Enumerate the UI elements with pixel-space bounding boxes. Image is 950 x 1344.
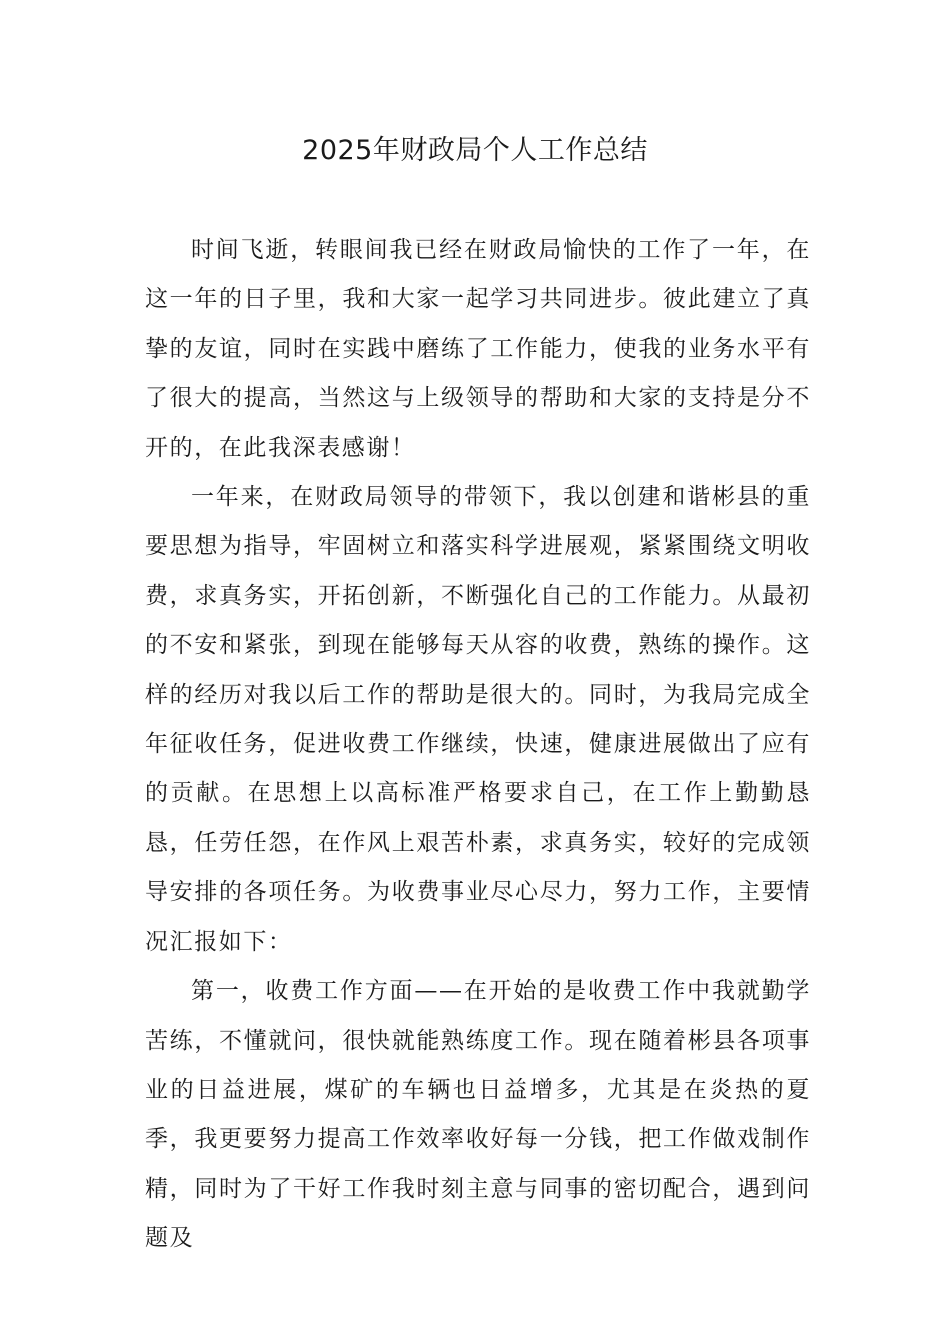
paragraph-fee-collection: 第一，收费工作方面——在开始的是收费工作中我就勤学苦练，不懂就问，很快就能熟练度工作。现在随着彬县各项事业的日益进展，煤矿的车辆也日益增多，尤其是在炎热的夏季，我更要努力提高工作效率收好每一分钱，把工作做戏制作精，同时为了干好工作我时刻主意与同事的密切配合，遇到问题及 [145,978,811,1252]
paragraph-intro: 时间飞逝，转眼间我已经在财政局愉快的工作了一年，在这一年的日子里，我和大家一起学习共同进步。彼此建立了真挚的友谊，同时在实践中磨练了工作能力，使我的业务水平有了很大的提高，当然这与上级领导的帮助和大家的支持是分不开的，在此我深表感谢！ [145,237,811,461]
paragraph-overview: 一年来，在财政局领导的带领下，我以创建和谐彬县的重要思想为指导，牢固树立和落实科学进展观，紧紧围绕文明收费，求真务实，开拓创新，不断强化自己的工作能力。从最初的不安和紧张，到现在能够每天从容的收费，熟练的操作。这样的经历对我以后工作的帮助是很大的。同时，为我局完成全年征收任务，促进收费工作继续，快速，健康进展做出了应有的贡献。在思想上以高标准严格要求自己，在工作上勤勤恳恳，任劳任怨，在作风上艰苦朴素，求真务实，较好的完成领导安排的各项任务。为收费事业尽心尽力，努力工作，主要情况汇报如下： [145,484,811,955]
document-body [145,226,811,1264]
document-title: 2025年财政局个人工作总结 [302,135,648,166]
